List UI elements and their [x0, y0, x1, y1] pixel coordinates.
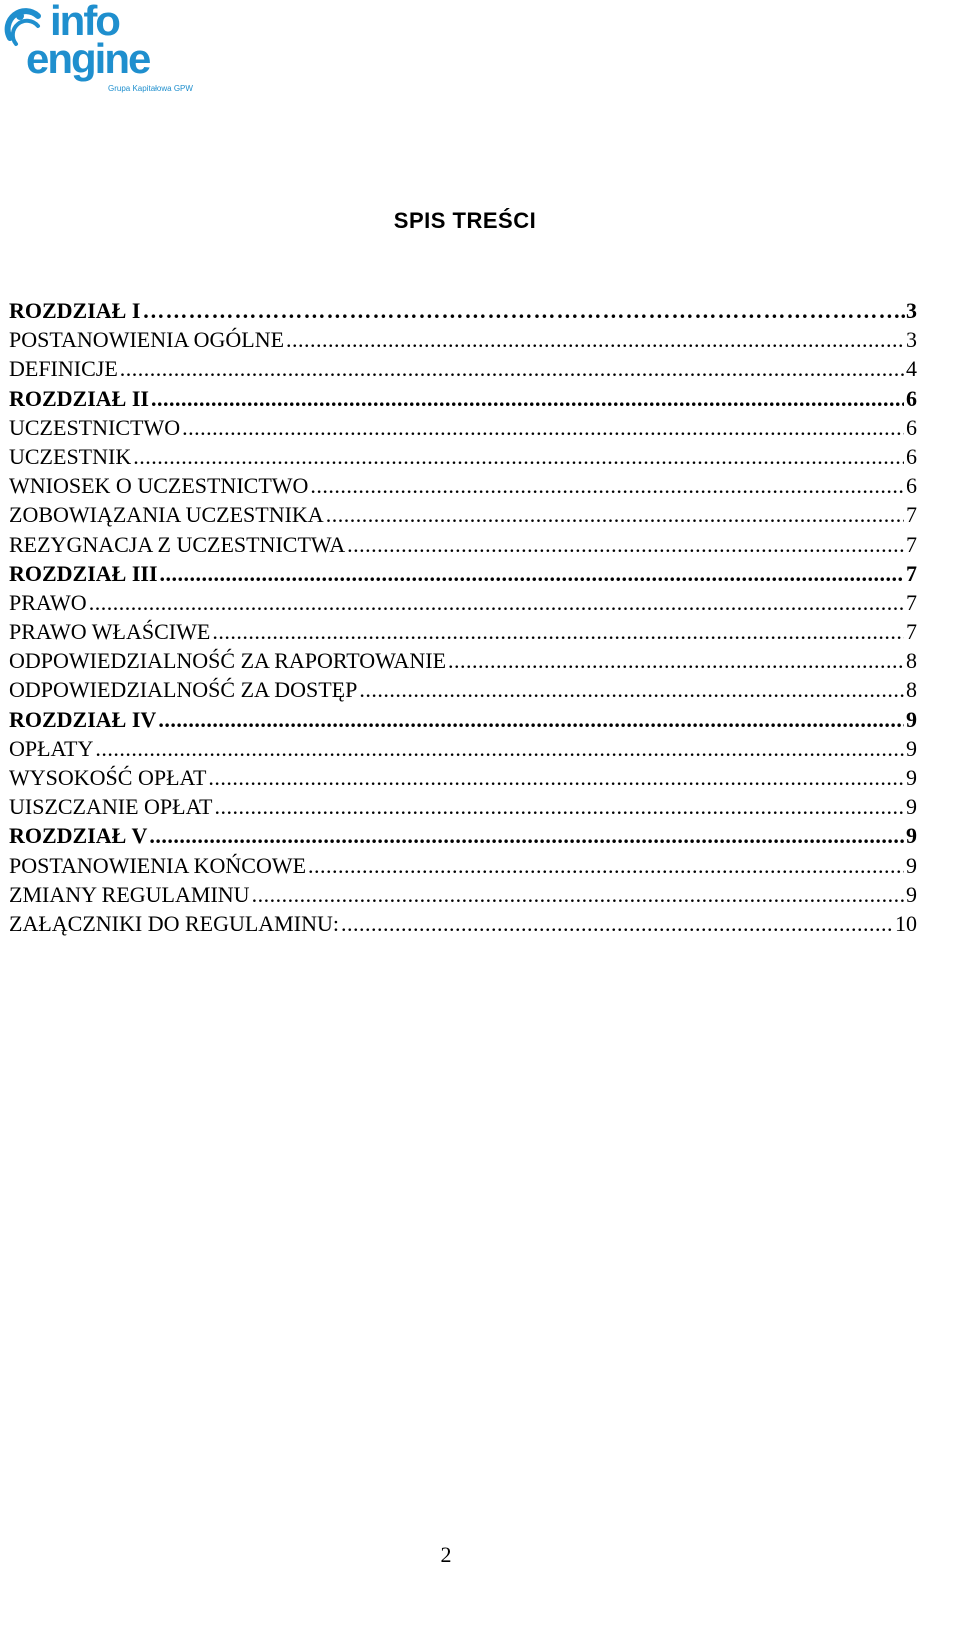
toc-entry[interactable] — [9, 500, 917, 529]
toc-entry-label: ROZDZIAŁ III — [9, 560, 158, 586]
toc-entry-label: WNIOSEK O UCZESTNICTWO — [9, 473, 309, 499]
toc-entry-label: POSTANOWIENIA OGÓLNE — [9, 327, 285, 353]
toc-entry-label: ZOBOWIĄZANIA UCZESTNIKA — [9, 502, 324, 528]
toc-dot-leader — [142, 296, 898, 325]
toc-entry-label: UISZCZANIE OPŁAT — [9, 794, 213, 820]
toc-dot-leader — [158, 705, 904, 734]
toc-entry-page: 7 — [906, 619, 917, 645]
toc-entry-page: 8 — [906, 677, 917, 703]
toc-dot-leader — [326, 500, 904, 529]
toc-dot-leader — [149, 821, 904, 850]
toc-entry-label: ROZDZIAŁ IV — [9, 706, 157, 732]
toc-dot-leader — [308, 851, 904, 880]
toc-entry-label: ROZDZIAŁ I — [9, 298, 141, 323]
toc-entry[interactable] — [9, 617, 917, 646]
toc-entry-label: ODPOWIEDZIALNOŚĆ ZA RAPORTOWANIE — [9, 648, 447, 674]
toc-entry-label: PRAWO — [9, 589, 87, 615]
toc-entry[interactable] — [9, 851, 917, 880]
toc-entry-page: 9 — [906, 765, 917, 790]
toc-entry-page: 6 — [906, 473, 917, 499]
toc-entry[interactable] — [9, 763, 917, 792]
toc-entry-label: WYSOKOŚĆ OPŁAT — [9, 765, 207, 790]
toc-entry-page: 9 — [906, 735, 917, 761]
toc-entry-page: 9 — [906, 794, 917, 820]
toc-entry-label: PRAWO WŁAŚCIWE — [9, 619, 211, 645]
toc-entry-page: 6 — [906, 414, 917, 440]
toc-entry[interactable] — [9, 821, 917, 850]
toc-entry[interactable] — [9, 413, 917, 442]
toc-dot-leader — [347, 530, 904, 559]
toc-entry-page: 9 — [906, 706, 917, 732]
toc-entry-label: POSTANOWIENIA KOŃCOWE — [9, 852, 307, 878]
toc-dot-leader — [95, 734, 904, 763]
toc-entry-page: 10 — [895, 910, 917, 936]
toc-entry-page: 9 — [906, 823, 917, 849]
toc-entry[interactable] — [9, 675, 917, 704]
toc-dot-leader — [252, 880, 904, 909]
toc-dot-leader — [160, 559, 904, 588]
toc-entry-label: ROZDZIAŁ V — [9, 823, 148, 849]
toc-entry[interactable] — [9, 325, 917, 354]
toc-dot-leader — [182, 413, 904, 442]
toc-entry[interactable] — [9, 471, 917, 500]
toc-entry[interactable] — [9, 909, 917, 938]
logo-word-info: info — [50, 0, 119, 44]
toc-entry-label: UCZESTNICTWO — [9, 414, 181, 440]
toc-dot-leader — [286, 325, 904, 354]
toc-entry[interactable] — [9, 705, 917, 734]
toc-entry-label: ZAŁĄCZNIKI DO REGULAMINU: — [9, 910, 339, 936]
toc-entry-label: UCZESTNIK — [9, 443, 132, 469]
toc-dot-leader — [215, 792, 905, 821]
toc-entry-label: OPŁATY — [9, 735, 94, 761]
toc-entry-label: ODPOWIEDZIALNOŚĆ ZA DOSTĘP — [9, 677, 358, 703]
toc-entry-page: 3 — [906, 327, 917, 353]
toc-entry[interactable] — [9, 588, 917, 617]
toc-dot-leader — [89, 588, 904, 617]
toc-entry[interactable] — [9, 646, 917, 675]
toc-entry-page: 9 — [906, 852, 917, 878]
toc-entry-page: 7 — [906, 502, 917, 528]
toc-dot-leader — [208, 763, 904, 792]
toc-entry-page: 8 — [906, 648, 917, 674]
toc-entry-page: 7 — [906, 531, 917, 557]
toc-entry-page: 6 — [906, 385, 917, 411]
logo-word-engine: engine — [26, 35, 150, 82]
toc-entry[interactable] — [9, 442, 917, 471]
company-logo — [4, 0, 214, 96]
toc-entry[interactable] — [9, 296, 917, 325]
toc-entry-page: 7 — [906, 560, 917, 586]
toc-dot-leader — [120, 354, 904, 383]
toc-entry-page: 9 — [906, 881, 917, 907]
toc-entry-page: 7 — [906, 589, 917, 615]
toc-entry[interactable] — [9, 559, 917, 588]
toc-entry-page: .3 — [900, 298, 917, 323]
toc-entry[interactable] — [9, 384, 917, 413]
toc-entry-page: 6 — [906, 443, 917, 469]
logo-tagline: Grupa Kapitałowa GPW — [108, 84, 193, 93]
page-number: 2 — [440, 1542, 452, 1567]
toc-entry[interactable] — [9, 880, 917, 909]
toc-entry-label: ZMIANY REGULAMINU — [9, 881, 250, 907]
table-of-contents — [9, 296, 917, 938]
toc-dot-leader — [448, 646, 904, 675]
toc-dot-leader — [151, 384, 904, 413]
page-title: SPIS TREŚCI — [393, 208, 537, 233]
toc-entry[interactable] — [9, 734, 917, 763]
toc-dot-leader — [133, 442, 904, 471]
toc-entry-label: ROZDZIAŁ II — [9, 385, 149, 411]
toc-entry[interactable] — [9, 530, 917, 559]
toc-entry-page: 4 — [906, 356, 917, 382]
toc-dot-leader — [310, 471, 904, 500]
toc-dot-leader — [212, 617, 904, 646]
toc-entry-label: DEFINICJE — [9, 356, 118, 382]
toc-entry[interactable] — [9, 792, 917, 821]
toc-entry[interactable] — [9, 354, 917, 383]
toc-dot-leader — [359, 675, 904, 704]
toc-dot-leader — [341, 909, 893, 938]
toc-entry-label: REZYGNACJA Z UCZESTNICTWA — [9, 531, 346, 557]
